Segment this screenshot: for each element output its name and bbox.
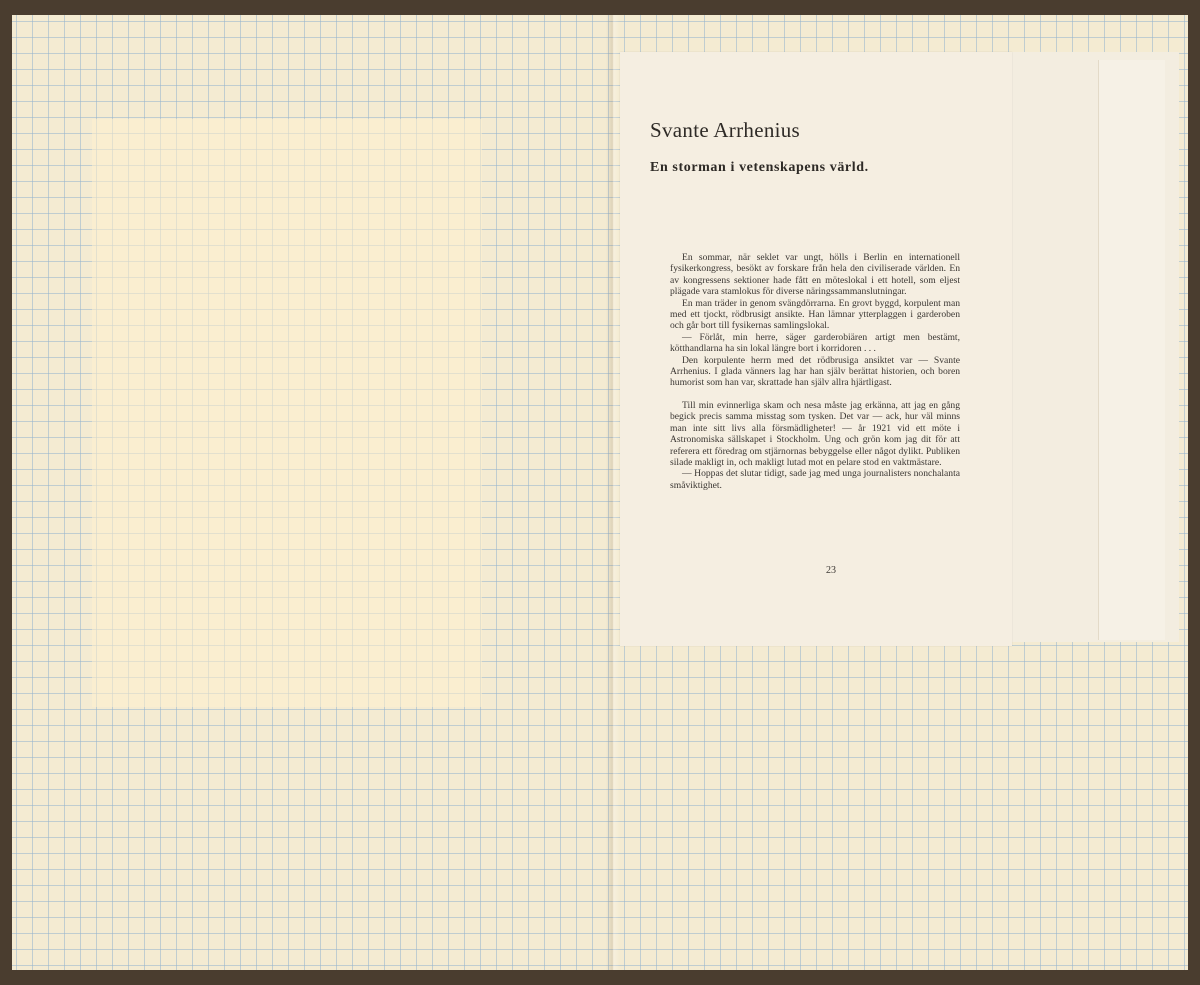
center-fold [606,15,620,970]
article-subtitle: En storman i vetenskapens värld. [650,160,869,175]
page-number: 23 [826,565,836,576]
article-clipping [620,52,1012,646]
article-paragraph: En sommar, när seklet var ungt, hölls i Berlin en internationell fysikerkongress, besökt av forskare från hela den civiliserade världen. En av kongressens sektioner hade fått en möteslokal i ett hotell, som eljest plägade vara stamlokus för diverse näringssammanslutningar. [670,252,960,298]
faded-clipping-mark [92,119,482,707]
article-body [670,252,960,491]
article-paragraph: — Hoppas det slutar tidigt, sade jag med unga journalisters nonchalanta småviktighet. [670,468,960,491]
underlying-clipping-middle [1098,60,1165,640]
article-paragraph: Den korpulente herrn med det rödbrusiga ansiktet var — Svante Arrhenius. I glada vänners lag har han själv berättat historien, och boren humorist som han var, skrattade han själv allra hjärtligast. [670,354,960,389]
article-paragraph: En man träder in genom svängdörrarna. En grovt byggd, korpulent man med ett tjockt, rödbrusigt ansikte. Han lämnar ytterplaggen i garderoben och går bort till fysikernas samlingslokal. [670,297,960,332]
article-paragraph: Till min evinnerliga skam och nesa måste jag erkänna, att jag en gång begick precis samma misstag som tysken. Det var — ack, hur väl minns man inte sitt livs alla försmädligheter! — år 1921 vid ett möte i Astronomiska sällskapet i Stockholm. Ung och grön kom jag dit för att referera ett föredrag om stjärnornas bebyggelse eller något dylikt. Publiken silade makligt in, och makligt lutad mot en pelare stod en vaktmästare. [670,399,960,468]
article-paragraph: — Förlåt, min herre, säger garderobiären artigt men bestämt, kötthandlarna ha sin lokal längre bort i korridoren . . . [670,331,960,355]
article-title: Svante Arrhenius [650,118,801,142]
